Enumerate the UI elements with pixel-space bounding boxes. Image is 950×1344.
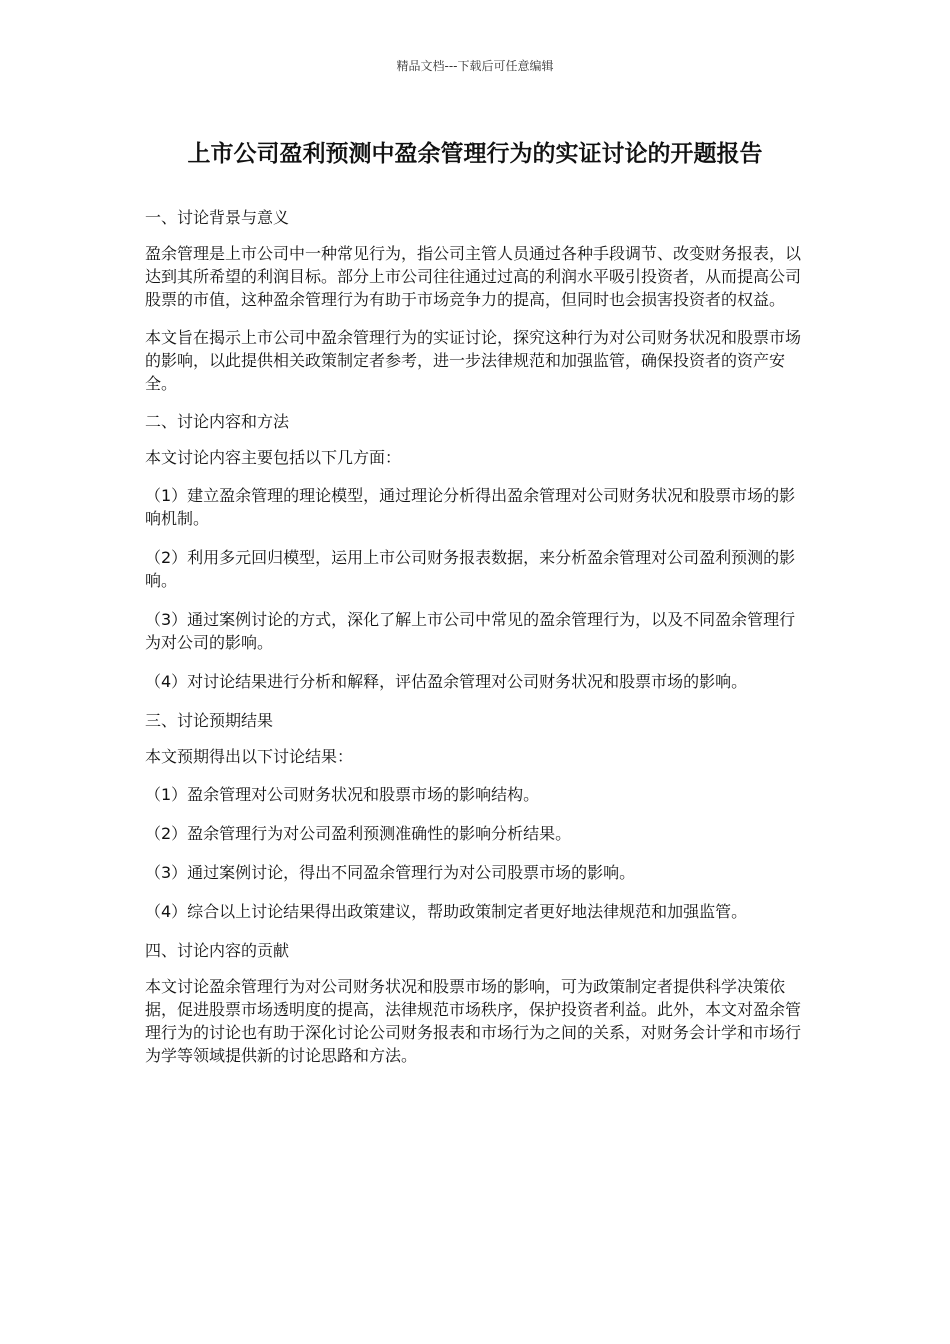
section-intro: 本文预期得出以下讨论结果： (145, 747, 354, 766)
list-item: （3）通过案例讨论的方式，深化了解上市公司中常见的盈余管理行为，以及不同盈余管理行为对公司的影响。 (145, 610, 796, 652)
paragraph: 本文旨在揭示上市公司中盈余管理行为的实证讨论，探究这种行为对公司财务状况和股票市场的影响，以此提供相关政策制定者参考，进一步法律规范和加强监管，确保投资者的资产安全。 (145, 328, 802, 393)
header-note: 精品文档---下载后可任意编辑 (396, 59, 554, 73)
section-intro: 本文讨论内容主要包括以下几方面： (145, 448, 402, 467)
list-item: （3）通过案例讨论，得出不同盈余管理行为对公司股票市场的影响。 (145, 863, 636, 882)
list-item: （4）综合以上讨论结果得出政策建议，帮助政策制定者更好地法律规范和加强监管。 (145, 902, 748, 921)
list-item: （2）利用多元回归模型，运用上市公司财务报表数据，来分析盈余管理对公司盈利预测的影响。 (145, 548, 796, 590)
paragraph: 本文讨论盈余管理行为对公司财务状况和股票市场的影响，可为政策制定者提供科学决策依据，促进股票市场透明度的提高，法律规范市场秩序，保护投资者利益。此外，本文对盈余管理行为的讨论也有助于深化讨论公司财务报表和市场行为之间的关系，对财务会计学和市场行为学等领域提供新的讨论思路和方法。 (145, 977, 802, 1065)
section-heading-background: 一、讨论背景与意义 (145, 208, 290, 227)
section-heading-contribution: 四、讨论内容的贡献 (145, 941, 290, 960)
section-heading-content-methods: 二、讨论内容和方法 (145, 412, 290, 431)
list-item: （4）对讨论结果进行分析和解释，评估盈余管理对公司财务状况和股票市场的影响。 (145, 672, 748, 691)
paragraph: 盈余管理是上市公司中一种常见行为，指公司主管人员通过各种手段调节、改变财务报表，以达到其所希望的利润目标。部分上市公司往往通过过高的利润水平吸引投资者，从而提高公司股票的市值，这种盈余管理行为有助于市场竞争力的提高，但同时也会损害投资者的权益。 (145, 244, 802, 309)
document-title: 上市公司盈利预测中盈余管理行为的实证讨论的开题报告 (187, 141, 763, 167)
list-item: （1）建立盈余管理的理论模型，通过理论分析得出盈余管理对公司财务状况和股票市场的影响机制。 (145, 486, 796, 528)
document-body (145, 206, 810, 1082)
section-heading-expected-results: 三、讨论预期结果 (145, 711, 274, 730)
list-item: （2）盈余管理行为对公司盈利预测准确性的影响分析结果。 (145, 824, 572, 843)
list-item: （1）盈余管理对公司财务状况和股票市场的影响结构。 (145, 785, 540, 804)
